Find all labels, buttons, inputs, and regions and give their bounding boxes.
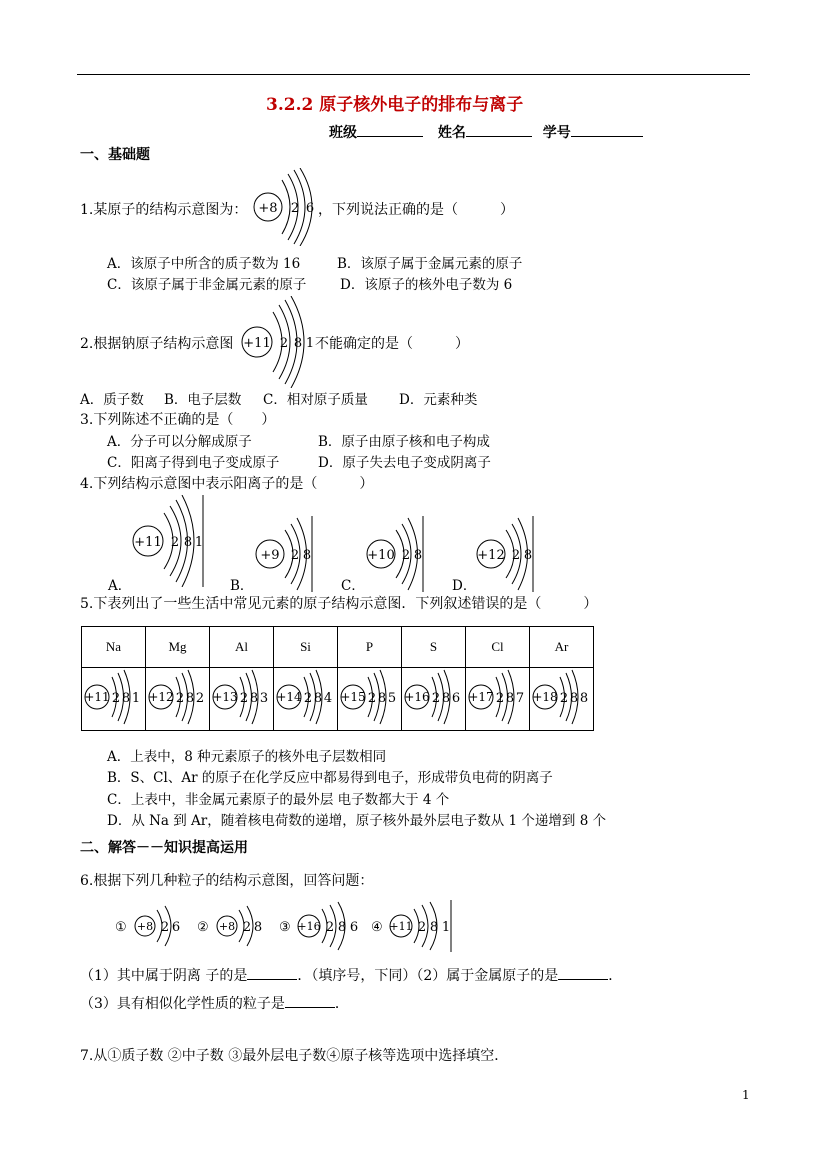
q5-option-b: B．S、Cl、Ar 的原子在化学反应中都易得到电子，形成带负电荷的阴离子 — [107, 770, 553, 786]
id-blank[interactable] — [571, 136, 643, 137]
shell-electron-count: 8 — [441, 691, 450, 706]
q6-p1-shell-2: 6 — [171, 920, 181, 935]
element-symbol: P — [338, 627, 402, 668]
q1-stem-after: ，下列说法正确的是（ ） — [318, 202, 514, 218]
page-title: 3.2.2 原子核外电子的排布与离子 — [266, 95, 524, 115]
q6-p4-shell-1: 2 — [417, 920, 427, 935]
q3-option-d: D．原子失去电子变成阴离子 — [318, 455, 491, 471]
q4-a-shell-3: 1 — [194, 535, 204, 550]
q2-option-d: D．元素种类 — [399, 392, 478, 408]
shell-electron-count: 7 — [515, 691, 524, 706]
q3-option-a: A．分子可以分解成原子 — [107, 434, 252, 450]
q6-answer-blank-2[interactable] — [558, 979, 608, 980]
q6-p3-nucleus: +16 — [297, 920, 321, 933]
name-label: 姓名 — [437, 125, 466, 141]
atom-diagram — [403, 669, 465, 725]
atom-diagram — [467, 669, 529, 725]
element-symbol: Si — [274, 627, 338, 668]
atom-nucleus: +14 — [275, 690, 302, 704]
q6-p2-label: ② — [197, 920, 209, 935]
q1-option-c: C．该原子属于非金属元素的原子 — [107, 277, 307, 293]
q6-p3-shell-2: 8 — [337, 920, 347, 935]
class-blank[interactable] — [357, 136, 423, 137]
q4-c-nucleus: +10 — [367, 548, 395, 563]
q2-shell-1: 2 — [279, 336, 289, 351]
element-diagram-cell — [146, 668, 210, 731]
atom-nucleus: +13 — [211, 690, 238, 704]
shell-electron-count: 8 — [185, 691, 194, 706]
shell-electron-count: 2 — [431, 691, 440, 706]
name-blank[interactable] — [466, 136, 532, 137]
atom-nucleus: +17 — [467, 690, 494, 704]
shell-electron-count: 5 — [387, 691, 396, 706]
q2-option-a: A．质子数 — [80, 392, 144, 408]
class-label: 班级 — [329, 125, 357, 141]
shell-electron-count: 2 — [239, 691, 248, 706]
q6-answer-blank-1[interactable] — [247, 979, 297, 980]
atom-nucleus: +12 — [147, 690, 174, 704]
element-symbol: S — [402, 627, 466, 668]
element-diagram-cell — [402, 668, 466, 731]
q6-particle-4 — [371, 900, 451, 952]
q6-p1-label: ① — [115, 920, 127, 935]
q3-option-c: C．阳离子得到电子变成原子 — [107, 455, 280, 471]
q4-d-shell-1: 2 — [511, 548, 521, 563]
q1-option-b: B．该原子属于金属元素的原子 — [337, 256, 523, 272]
element-diagram-cell — [338, 668, 402, 731]
q4-c-shell-1: 2 — [401, 548, 411, 563]
q6-p4-label: ④ — [371, 920, 383, 935]
q2-stem-before: 2.根据钠原子结构示意图 — [80, 336, 234, 352]
shell-electron-count: 6 — [451, 691, 460, 706]
element-diagram-cell — [210, 668, 274, 731]
q6-answer-blank-3[interactable] — [285, 1007, 335, 1008]
q4-b-nucleus: +9 — [260, 548, 280, 563]
atom-diagram — [531, 669, 593, 725]
element-symbol: Na — [82, 627, 146, 668]
q6-p4-shell-2: 8 — [429, 920, 439, 935]
q2-shell-2: 8 — [293, 336, 303, 351]
atom-diagram — [147, 669, 209, 725]
q6-p3-shell-3: 6 — [349, 920, 359, 935]
element-table — [81, 626, 594, 731]
element-symbol-row — [82, 627, 594, 668]
q1-stem-before: 1.某原子的结构示意图为： — [80, 202, 248, 218]
q6-sub3-line — [80, 993, 349, 1013]
section-basic-heading: 一、基础题 — [80, 147, 150, 163]
q4-option-d-label: D． — [452, 578, 477, 594]
q6-particle-3 — [279, 902, 358, 950]
q1-nucleus: +8 — [258, 201, 278, 216]
q5-option-c: C．上表中，非金属元素原子的最外层 电子数都大于 4 个 — [107, 792, 450, 808]
element-symbol: Ar — [530, 627, 594, 668]
q6-sub3-part-a: （3）具有相似化学性质的粒子是 — [80, 996, 285, 1012]
q4-option-c-label: C． — [341, 578, 365, 594]
shell-electron-count: 8 — [377, 691, 386, 706]
shell-electron-count: 2 — [195, 691, 204, 706]
q4-option-c-diagram — [365, 516, 425, 592]
q6-sub1-part-c: ． — [608, 968, 623, 984]
q4-option-b-diagram — [254, 516, 314, 592]
top-rule — [77, 74, 750, 75]
section-answer-heading: 二、解答－－知识提高运用 — [80, 840, 248, 856]
q1-shell-1: 2 — [290, 201, 300, 216]
q3-option-b: B．原子由原子核和电子构成 — [318, 434, 490, 450]
q6-p2-shell-2: 8 — [253, 920, 263, 935]
q4-a-shell-2: 8 — [183, 535, 193, 550]
q6-sub1-part-a: （1）其中属于阴离 子的是 — [80, 968, 248, 984]
atom-nucleus: +11 — [83, 690, 110, 704]
shell-electron-count: 8 — [579, 691, 588, 706]
element-symbol: Mg — [146, 627, 210, 668]
q4-stem: 4.下列结构示意图中表示阳离子的是（ ） — [80, 476, 374, 492]
q2-option-c: C．相对原子质量 — [263, 392, 368, 408]
q3-stem: 3.下列陈述不正确的是（ ） — [80, 412, 276, 428]
element-diagram-cell — [530, 668, 594, 731]
shell-electron-count: 2 — [111, 691, 120, 706]
shell-electron-count: 2 — [303, 691, 312, 706]
shell-electron-count: 2 — [175, 691, 184, 706]
q6-p3-shell-1: 2 — [325, 920, 335, 935]
q2-shell-3: 1 — [305, 336, 315, 351]
q6-sub1-part-b: ．（填序号，下同）（2）属于金属原子的是 — [297, 968, 559, 984]
element-diagram-row — [82, 668, 594, 731]
q5-option-d: D．从 Na 到 Ar，随着核电荷数的递增，原子核外最外层电子数从 1 个递增到 8 个 — [107, 813, 607, 829]
atom-nucleus: +16 — [403, 690, 430, 704]
q6-stem: 6.根据下列几种粒子的结构示意图，回答问题： — [80, 873, 374, 889]
shell-electron-count: 8 — [249, 691, 258, 706]
student-info-line — [329, 122, 643, 142]
q4-option-b-label: B． — [230, 578, 254, 594]
q6-p4-shell-3: 1 — [441, 920, 451, 935]
q6-sub3-part-b: ． — [334, 996, 349, 1012]
atom-diagram — [211, 669, 273, 725]
q6-sub1-line — [80, 965, 622, 985]
q6-p4-nucleus: +11 — [389, 920, 413, 933]
q4-option-a-diagram — [130, 495, 206, 587]
q4-option-a-label: A． — [108, 578, 132, 594]
q4-b-shell-1: 2 — [290, 548, 300, 563]
q1-option-a: A．该原子中所含的质子数为 16 — [107, 256, 301, 272]
shell-electron-count: 4 — [323, 691, 332, 706]
atom-diagram — [83, 669, 145, 725]
q2-stem-after: 不能确定的是（ ） — [315, 336, 469, 352]
atom-diagram — [275, 669, 337, 725]
q4-option-d-diagram — [475, 516, 535, 592]
q4-b-shell-2: 8 — [302, 548, 312, 563]
q5-option-a: A．上表中，8 种元素原子的核外电子层数相同 — [107, 749, 387, 765]
q6-p3-label: ③ — [279, 920, 291, 935]
element-symbol: Al — [210, 627, 274, 668]
shell-electron-count: 8 — [505, 691, 514, 706]
q4-c-shell-2: 8 — [413, 548, 423, 563]
id-label: 学号 — [542, 125, 571, 141]
q6-particle-strip — [113, 900, 455, 952]
q1-option-d: D．该原子的核外电子数为 6 — [340, 277, 513, 293]
shell-electron-count: 8 — [121, 691, 130, 706]
shell-electron-count: 2 — [367, 691, 376, 706]
q4-a-shell-1: 2 — [170, 535, 180, 550]
atom-nucleus: +15 — [339, 690, 366, 704]
q6-particle-1 — [115, 906, 180, 946]
q7-stem: 7.从①质子数 ②中子数 ③最外层电子数④原子核等选项中选择填空． — [80, 1048, 509, 1064]
shell-electron-count: 1 — [131, 691, 140, 706]
q2-nucleus: +11 — [243, 336, 271, 351]
q2-option-b: B．电子层数 — [164, 392, 242, 408]
q4-d-nucleus: +12 — [477, 548, 505, 563]
shell-electron-count: 2 — [559, 691, 568, 706]
q6-p2-nucleus: +8 — [218, 920, 236, 933]
q1-shell-2: 6 — [305, 201, 315, 216]
q6-p1-nucleus: +8 — [136, 920, 154, 933]
element-diagram-cell — [466, 668, 530, 731]
q2-atom-diagram — [239, 296, 323, 388]
q6-p2-shell-1: 2 — [242, 920, 252, 935]
shell-electron-count: 8 — [569, 691, 578, 706]
shell-electron-count: 3 — [259, 691, 268, 706]
shell-electron-count: 2 — [495, 691, 504, 706]
q4-d-shell-2: 8 — [523, 548, 533, 563]
element-diagram-cell — [274, 668, 338, 731]
page-number: 1 — [742, 1088, 750, 1102]
element-diagram-cell — [82, 668, 146, 731]
atom-diagram — [339, 669, 401, 725]
q1-atom-diagram — [252, 168, 324, 246]
shell-electron-count: 8 — [313, 691, 322, 706]
q6-p1-shell-1: 2 — [160, 920, 170, 935]
q5-stem: 5.下表列出了一些生活中常见元素的原子结构示意图．下列叙述错误的是（ ） — [80, 596, 598, 612]
q4-a-nucleus: +11 — [134, 535, 162, 550]
atom-nucleus: +18 — [531, 690, 558, 704]
element-symbol: Cl — [466, 627, 530, 668]
q6-particle-2 — [197, 906, 262, 946]
